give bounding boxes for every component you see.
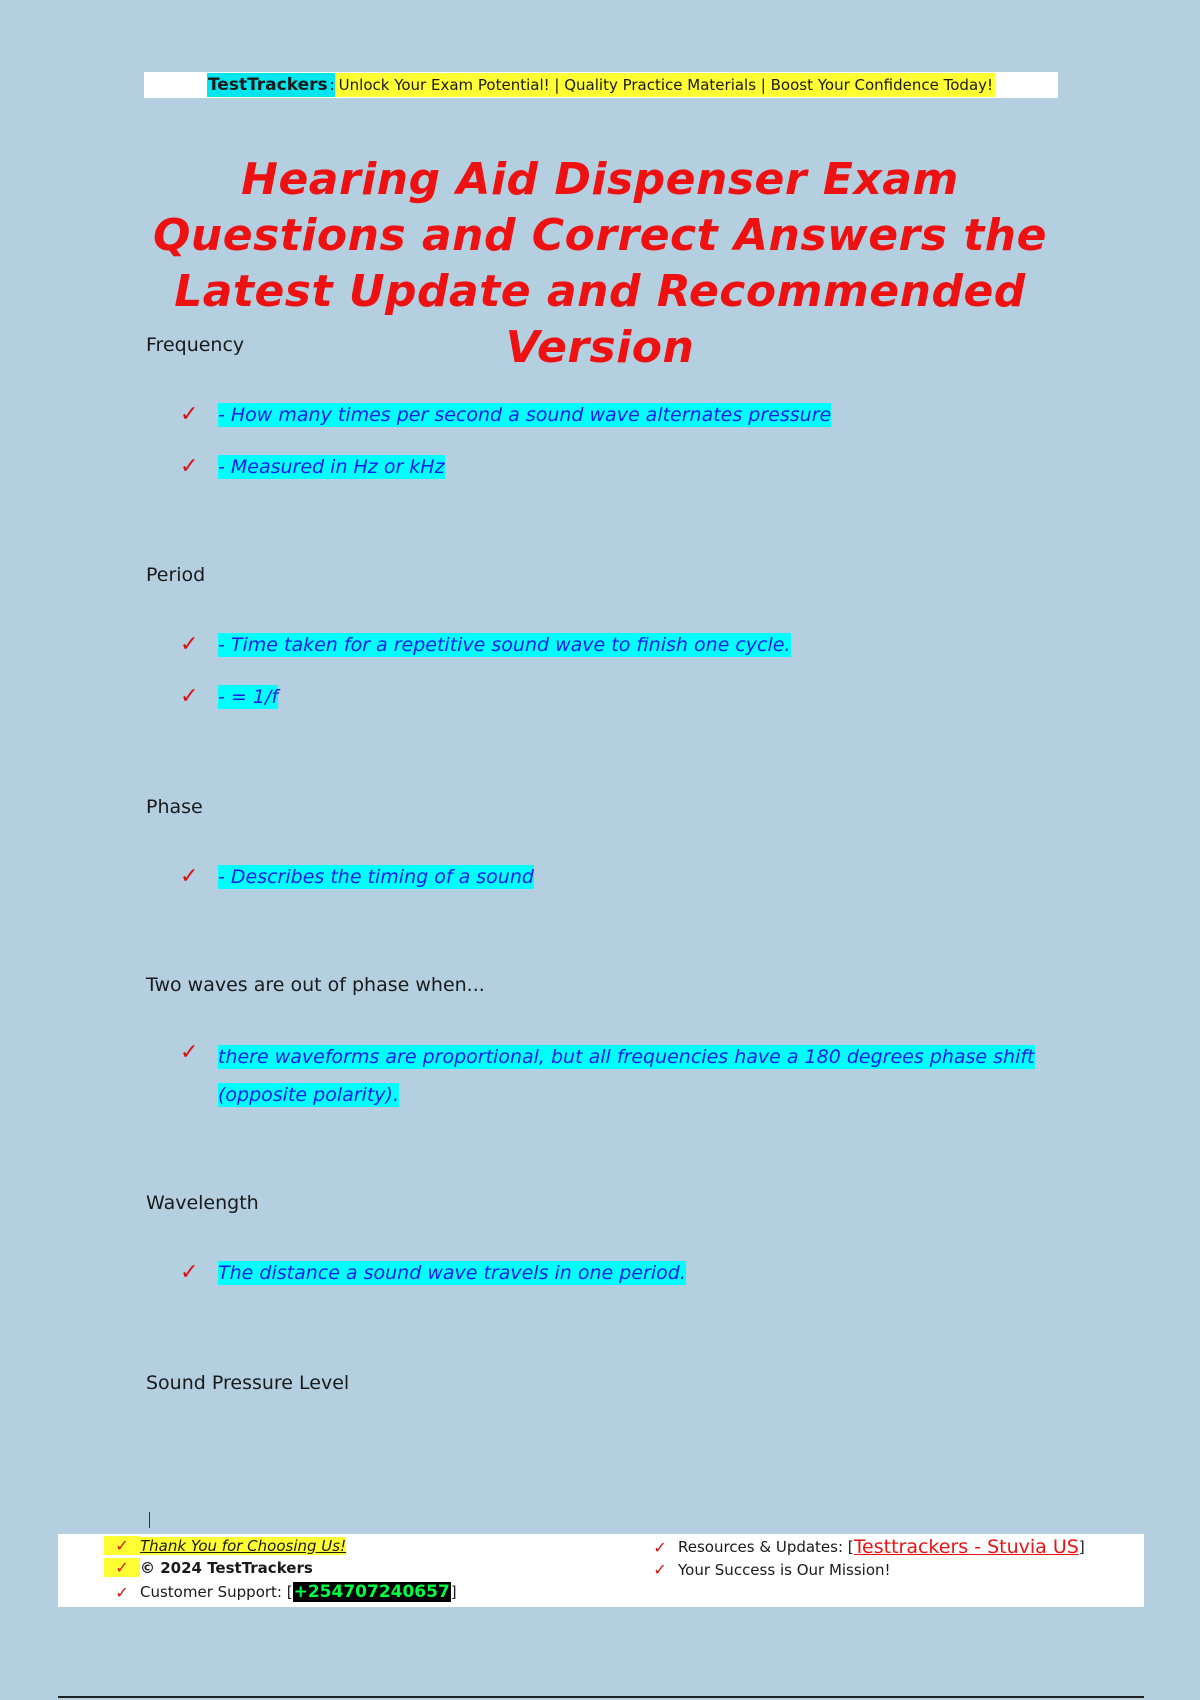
answer-text-continued: (opposite polarity). <box>218 1084 399 1106</box>
answer-text: - How many times per second a sound wave alternates pressure <box>218 404 832 426</box>
brand-name: TestTrackers <box>207 75 328 95</box>
answer-item <box>180 682 278 712</box>
support-label: Customer Support: [ <box>140 1583 293 1601</box>
answer-item <box>180 1258 686 1288</box>
checkmark-icon: ✓ <box>180 684 199 709</box>
checkmark-icon: ✓ <box>180 632 199 657</box>
checkmark-icon: ✓ <box>180 1040 199 1065</box>
answer-text: - = 1/f <box>218 686 279 708</box>
checkmark-icon: ✓ <box>104 1558 140 1577</box>
document-title: Hearing Aid Dispenser Exam Questions and Correct Answers the Latest Update and Recommended Version <box>153 154 1047 373</box>
term-wavelength: Wavelength <box>146 1192 259 1214</box>
answer-item <box>180 400 831 430</box>
support-close: ] <box>450 1583 457 1601</box>
term-phase: Phase <box>146 796 203 818</box>
thanks-text: Thank You for Choosing Us! <box>140 1536 347 1555</box>
checkmark-icon: ✓ <box>180 1260 199 1285</box>
checkmark-icon: ✓ <box>653 1537 667 1557</box>
support-phone[interactable]: +254707240657 <box>293 1582 450 1602</box>
checkmark-icon: ✓ <box>115 1582 129 1602</box>
resources-close: ] <box>1078 1538 1085 1556</box>
resources-link[interactable]: Testtrackers - Stuvia US <box>853 1536 1079 1558</box>
answer-text: - Measured in Hz or kHz <box>218 456 445 478</box>
term-out-of-phase: Two waves are out of phase when... <box>146 974 485 996</box>
brand-colon: : <box>330 73 335 97</box>
term-period: Period <box>146 564 206 586</box>
resources-label: Resources & Updates: [ <box>678 1538 854 1556</box>
header-banner <box>144 72 1058 98</box>
term-sound-pressure-level: Sound Pressure Level <box>146 1372 350 1394</box>
answer-item <box>180 452 445 482</box>
answer-text: The distance a sound wave travels in one period. <box>218 1262 686 1284</box>
answer-item <box>180 862 534 892</box>
checkmark-icon: ✓ <box>180 454 199 479</box>
bottom-divider <box>58 1696 1144 1698</box>
answer-text: - Describes the timing of a sound <box>218 866 534 888</box>
footer-box <box>58 1534 1144 1607</box>
checkmark-icon: ✓ <box>180 402 199 427</box>
answer-item <box>180 1038 1035 1114</box>
checkmark-icon: ✓ <box>104 1536 140 1555</box>
checkmark-icon: ✓ <box>180 864 199 889</box>
answer-text: - Time taken for a repetitive sound wave to finish one cycle. <box>218 634 791 656</box>
answer-item <box>180 630 791 660</box>
text-cursor <box>149 1512 150 1528</box>
mission-text: Your Success is Our Mission! <box>678 1560 891 1579</box>
checkmark-icon: ✓ <box>653 1560 667 1579</box>
copyright-text: © 2024 TestTrackers <box>140 1558 313 1577</box>
term-frequency: Frequency <box>146 334 245 356</box>
header-tagline: Unlock Your Exam Potential! | Quality Practice Materials | Boost Your Confidence Today! <box>338 76 994 94</box>
answer-text: there waveforms are proportional, but all frequencies have a 180 degrees phase shift <box>218 1046 1035 1068</box>
